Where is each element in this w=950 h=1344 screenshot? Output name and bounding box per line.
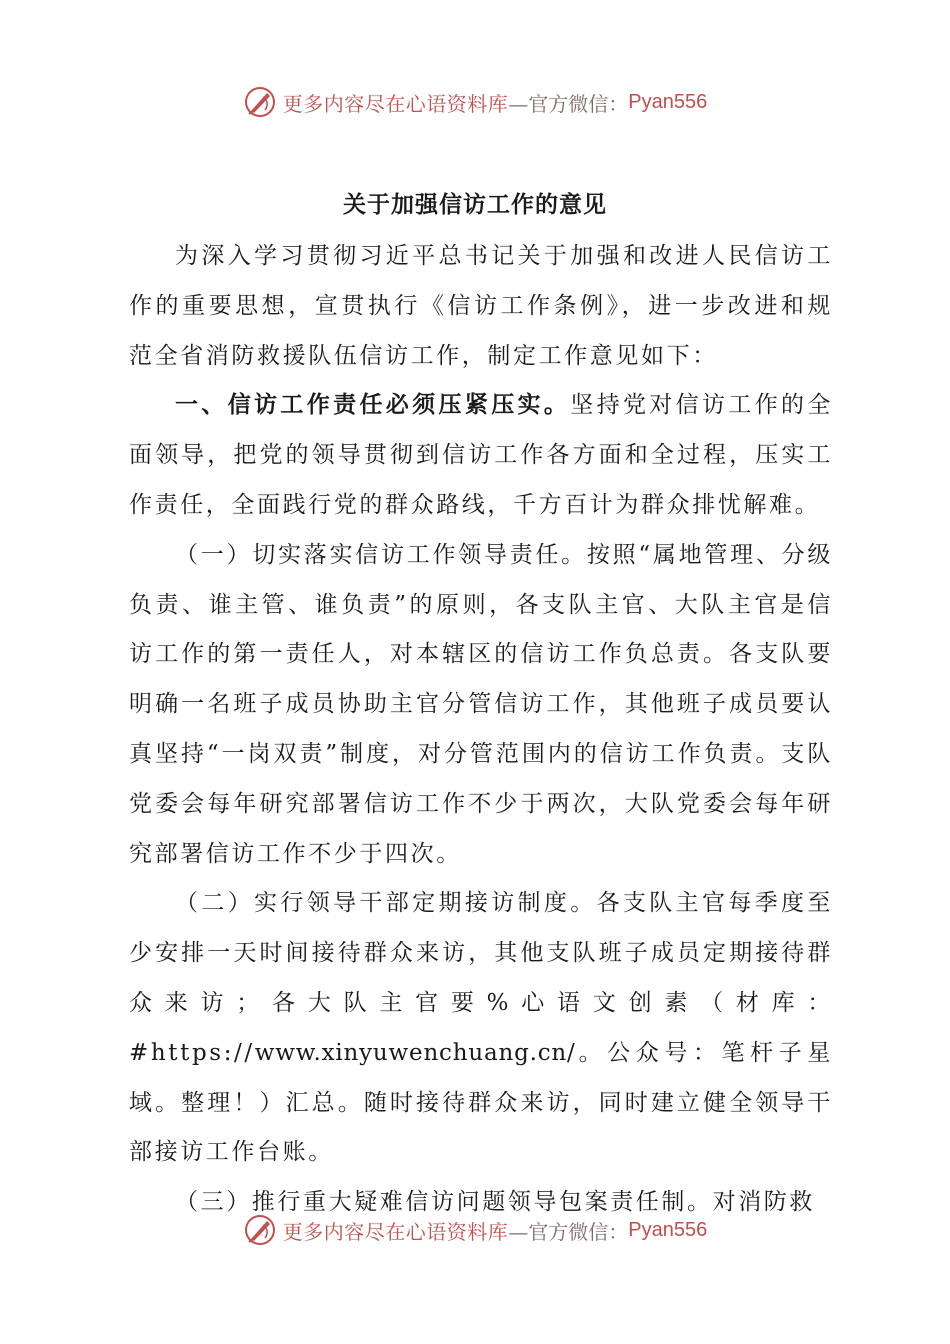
item-2-url: www.xinyuwenchuang.cn/	[254, 1039, 576, 1066]
banner-slogan: 更多内容尽在心语资料库	[282, 1219, 509, 1244]
pen-quill-logo	[243, 85, 277, 119]
item-2-paragraph	[129, 879, 833, 1178]
section-1-paragraph	[129, 381, 833, 530]
item-2-text-1: （二）实行领导干部定期接访制度。各支队主官每季度至少安排一天时间接待群众来访，其他支队班子成员定期接待群众来访；各大队主官要%心语文创素（材库：#https://	[129, 890, 833, 1066]
item-2-text-2: 。公众号：笔杆子星域。整理！）汇总。随时接待群众来访，同时建立健全领导干部接访工作台账。	[129, 1039, 833, 1166]
section-1-heading: 一、信访工作责任必须压紧压实。	[175, 392, 571, 419]
footer-banner	[0, 1210, 950, 1250]
banner-wechat-id: Pyan556	[628, 90, 708, 113]
header-banner	[0, 82, 950, 122]
intro-paragraph: 为深入学习贯彻习近平总书记关于加强和改进人民信访工作的重要思想，宣贯执行《信访工作条例》，进一步改进和规范全省消防救援队伍信访工作，制定工作意见如下：	[129, 243, 833, 369]
banner-wechat-id: Pyan556	[628, 1218, 708, 1241]
banner-separator: —官方微信：	[508, 91, 629, 116]
banner-slogan: 更多内容尽在心语资料库	[282, 91, 509, 116]
document-title: 关于加强信访工作的意见	[343, 192, 607, 218]
document-body	[129, 232, 833, 1228]
section-1-text: 坚持党对信访工作的全面领导，把党的领导贯彻到信访工作各方面和全过程，压实工作责任，全面践行党的群众路线，千方百计为群众排忧解难。	[129, 392, 833, 518]
item-1-paragraph: （一）切实落实信访工作领导责任。按照“属地管理、分级负责、谁主管、谁负责”的原则，各支队主官、大队主官是信访工作的第一责任人，对本辖区的信访工作负总责。各支队要明确一名班子成员协助主官分管信访工作，其他班子成员要认真坚持“一岗双责”制度，对分管范围内的信访工作负责。支队党委会每年研究部署信访工作不少于两次，大队党委会每年研究部署信访工作不少于四次。	[129, 541, 833, 867]
item-3-paragraph: （三）推行重大疑难信访问题领导包案责任制。对消防救	[175, 1189, 815, 1216]
banner-separator: —官方微信：	[508, 1219, 629, 1244]
pen-quill-logo	[243, 1213, 277, 1247]
